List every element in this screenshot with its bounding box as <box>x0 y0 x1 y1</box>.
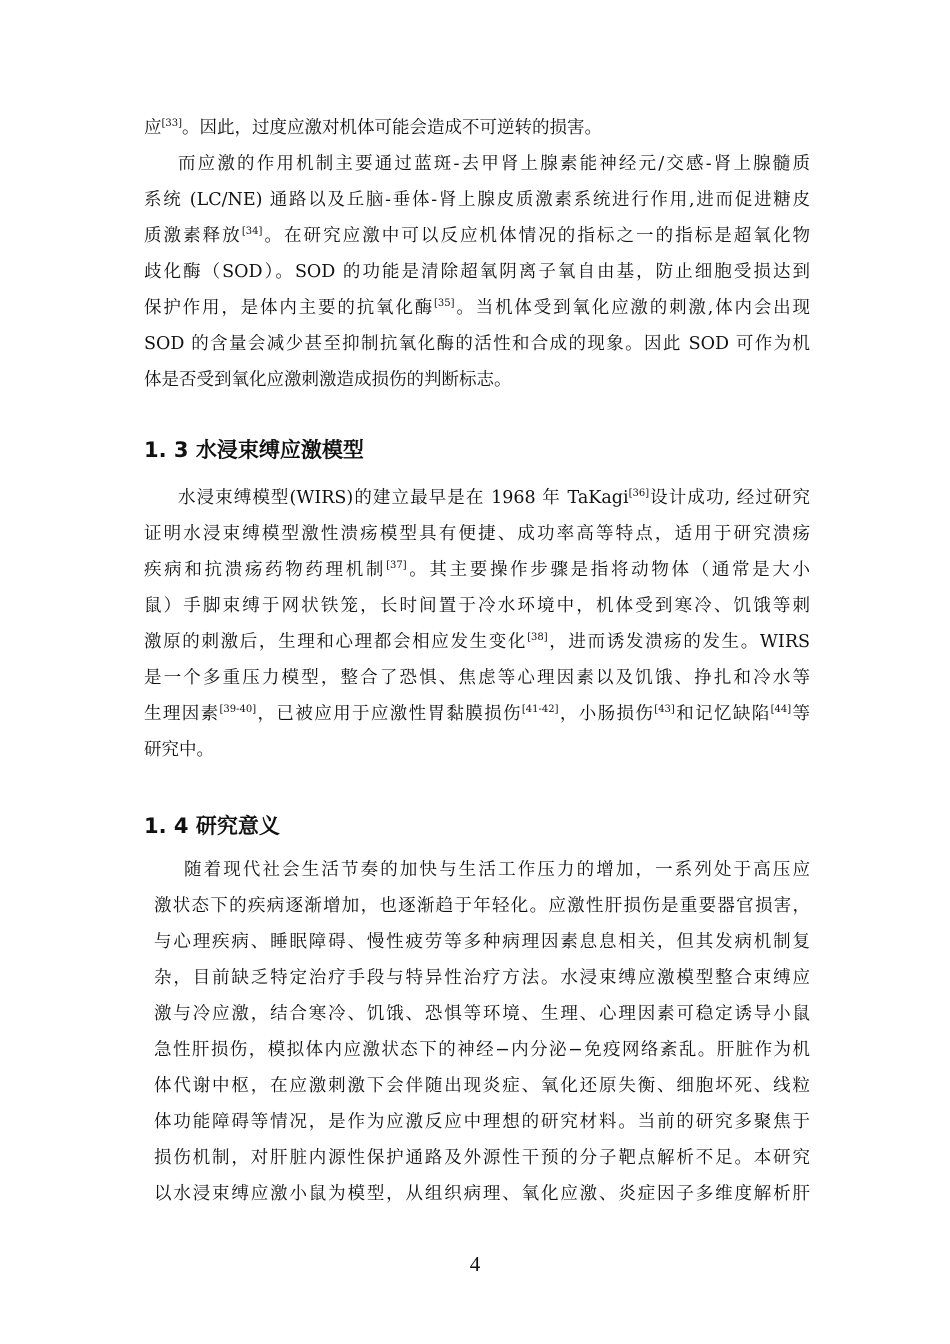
citation-ref: [34] <box>241 226 263 237</box>
text-line <box>178 486 810 510</box>
citation-ref: [44] <box>770 704 792 715</box>
text-run: 疾病和抗溃疡药物药理机制 <box>144 560 387 580</box>
text-line <box>144 558 810 582</box>
text-run: 体是否受到氧化应激刺激造成损伤的判断标志。 <box>144 370 512 390</box>
text-run: 与心理疾病、睡眠障碍、慢性疲劳等多种病理因素息息相关，但其发病机制复 <box>154 932 810 952</box>
text-run: 保护作用，是体内主要的抗氧化酶 <box>144 298 435 318</box>
citation-ref: [37] <box>386 560 407 571</box>
text-run: 鼠）手脚束缚于网状铁笼，长时间置于冷水环境中，机体受到寒冷、饥饿等刺 <box>144 596 810 616</box>
text-line <box>144 188 810 212</box>
text-run: 歧化酶（SOD）。SOD 的功能是清除超氧阴离子氧自由基，防止细胞受损达到 <box>144 262 810 282</box>
text-run: 。其主要操作步骤是指将动物体（通常是大小 <box>406 560 811 580</box>
text-run: 损伤机制，对肝脏内源性保护通路及外源性干预的分子靶点解析不足。本研究 <box>154 1148 810 1168</box>
text-line <box>154 894 810 918</box>
citation-ref: [33] <box>161 118 183 129</box>
citation-ref: [35] <box>434 298 455 309</box>
text-run: 体代谢中枢，在应激刺激下会伴随出现炎症、氧化还原失衡、细胞坏死、线粒 <box>154 1076 810 1096</box>
section-heading-1-3: 1. 3 水浸束缚应激模型 <box>144 438 364 462</box>
text-run: SOD 的含量会减少甚至抑制抗氧化酶的活性和合成的现象。因此 SOD 可作为机 <box>144 334 810 354</box>
text-line <box>154 1146 810 1170</box>
citation-ref: [36] <box>628 488 650 499</box>
text-run: 和记忆缺陷 <box>674 704 771 724</box>
text-run: 是一个多重压力模型，整合了恐惧、焦虑等心理因素以及饥饿、挣扎和冷水等 <box>144 668 810 688</box>
text-line <box>144 738 810 762</box>
text-line <box>154 1182 810 1206</box>
text-line <box>154 930 810 954</box>
text-line <box>184 858 810 882</box>
citation-ref: [38] <box>527 632 548 643</box>
text-line <box>154 1002 810 1026</box>
text-line <box>154 1038 810 1062</box>
text-run: 。因此，过度应激对机体可能会造成不可逆转的损害。 <box>182 118 603 138</box>
text-run: 以水浸束缚应激小鼠为模型，从组织病理、氧化应激、炎症因子多维度解析肝 <box>154 1184 810 1204</box>
text-line <box>154 966 810 990</box>
text-line <box>144 116 810 140</box>
text-run: 等 <box>791 704 811 724</box>
text-line <box>144 702 810 726</box>
text-run: 质激素释放 <box>144 226 242 246</box>
text-run: 。当机体受到氧化应激的刺激,体内会出现 <box>454 298 810 318</box>
section-heading-1-4: 1. 4 研究意义 <box>144 814 280 838</box>
text-run: ，进而诱发溃疡的发生。WIRS <box>547 632 810 652</box>
text-run: 急性肝损伤，模拟体内应激状态下的神经−内分泌−免疫网络紊乱。肝脏作为机 <box>154 1040 810 1060</box>
text-line <box>144 296 810 320</box>
text-line <box>144 594 810 618</box>
text-run: 激与冷应激，结合寒冷、饥饿、恐惧等环境、生理、心理因素可稳定诱导小鼠 <box>154 1004 810 1024</box>
citation-ref: [43] <box>654 704 675 715</box>
text-run: ，小肠损伤 <box>558 704 655 724</box>
text-line <box>154 1110 810 1134</box>
text-line <box>144 224 810 248</box>
text-run: 激状态下的疾病逐渐增加，也逐渐趋于年轻化。应激性肝损伤是重要器官损害， <box>154 896 810 916</box>
text-run: 研究中。 <box>144 740 214 760</box>
text-line <box>178 152 810 176</box>
text-run: 证明水浸束缚模型激性溃疡模型具有便捷、成功率高等特点，适用于研究溃疡 <box>144 524 810 544</box>
text-run: 随着现代社会生活节奏的加快与生活工作压力的增加，一系列处于高压应 <box>184 860 810 880</box>
text-run: 生理因素 <box>144 704 220 724</box>
citation-ref: [39-40] <box>219 704 257 715</box>
text-line <box>144 332 810 356</box>
text-run: ，已被应用于应激性胃黏膜损伤 <box>256 704 522 724</box>
text-run: 而应激的作用机制主要通过蓝斑-去甲肾上腺素能神经元/交感-肾上腺髓质 <box>178 154 810 174</box>
citation-ref: [41-42] <box>521 704 559 715</box>
text-line <box>144 260 810 284</box>
text-run: 设计成功, 经过研究 <box>649 488 811 508</box>
text-run: 体功能障碍等情况，是作为应激反应中理想的研究材料。当前的研究多聚焦于 <box>154 1112 810 1132</box>
text-line <box>144 666 810 690</box>
text-line <box>144 368 810 392</box>
text-run: 应 <box>144 118 162 138</box>
text-run: 水浸束缚模型(WIRS)的建立最早是在 1968 年 TaKagi <box>178 488 629 508</box>
text-run: 激原的刺激后，生理和心理都会相应发生变化 <box>144 632 528 652</box>
text-line <box>144 522 810 546</box>
page-number: 4 <box>469 1252 481 1276</box>
text-run: 。在研究应激中可以反应机体情况的指标之一的指标是超氧化物 <box>262 226 811 246</box>
text-run: 杂，目前缺乏特定治疗手段与特异性治疗方法。水浸束缚应激模型整合束缚应 <box>154 968 810 988</box>
text-line <box>144 630 810 654</box>
text-run: 系统 (LC/NE) 通路以及丘脑-垂体-肾上腺皮质激素系统进行作用,进而促进糖皮 <box>144 190 810 210</box>
text-line <box>154 1074 810 1098</box>
